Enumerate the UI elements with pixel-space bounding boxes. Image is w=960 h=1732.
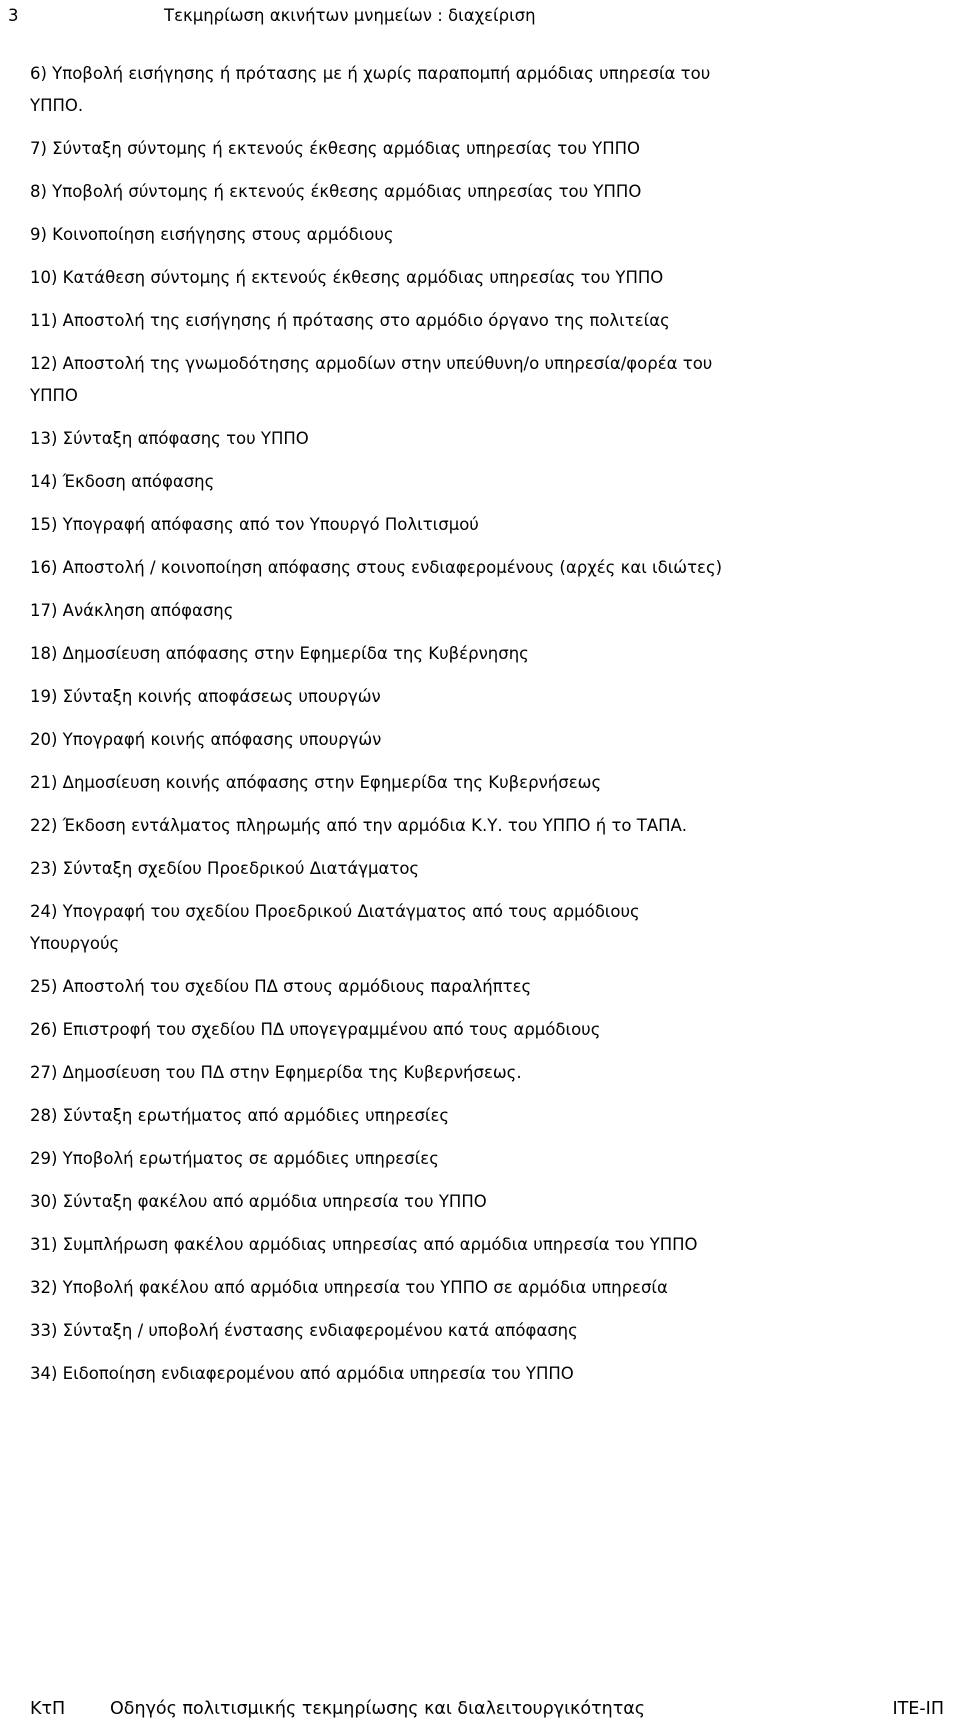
list-item-text: 7) Σύνταξη σύντομης ή εκτενούς έκθεσης αρμόδιας υπηρεσίας του ΥΠΠΟ — [30, 139, 641, 158]
list-item-text: 12) Αποστολή της γνωμοδότησης αρμοδίων στην υπεύθυνη/ο υπηρεσία/φορέα του — [30, 354, 713, 373]
list-item-text: 27) Δημοσίευση του ΠΔ στην Εφημερίδα της Κυβερνήσεως. — [30, 1063, 522, 1082]
list-item-continuation: ΥΠΠΟ. — [30, 96, 84, 115]
list-item-text: 34) Ειδοποίηση ενδιαφερομένου από αρμόδια υπηρεσία του ΥΠΠΟ — [30, 1364, 574, 1383]
list-item-text: 16) Αποστολή / κοινοποίηση απόφασης στους ενδιαφερομένους (αρχές και ιδιώτες) — [30, 558, 723, 577]
list-item — [30, 556, 946, 579]
list-item — [30, 1233, 946, 1256]
list-item — [30, 1276, 946, 1299]
list-item-text: 31) Συμπλήρωση φακέλου αρμόδιας υπηρεσίας από αρμόδια υπηρεσία του ΥΠΠΟ — [30, 1235, 698, 1254]
list-item — [30, 975, 946, 998]
list-item — [30, 180, 946, 203]
list-item-text: 29) Υποβολή ερωτήματος σε αρμόδιες υπηρεσίες — [30, 1149, 439, 1168]
numbered-list — [30, 62, 946, 1405]
list-item-text: 6) Υποβολή εισήγησης ή πρότασης με ή χωρίς παραπομπή αρμόδιας υπηρεσία του — [30, 64, 711, 83]
list-item-continuation: Υπουργούς — [30, 934, 120, 953]
page-header — [8, 3, 948, 29]
list-item — [30, 1061, 946, 1084]
list-item-text: 25) Αποστολή του σχεδίου ΠΔ στους αρμόδιους παραλήπτες — [30, 977, 532, 996]
list-item-text: 18) Δημοσίευση απόφασης στην Εφημερίδα της Κυβέρνησης — [30, 644, 529, 663]
list-item — [30, 642, 946, 665]
list-item — [30, 1147, 946, 1170]
list-item — [30, 814, 946, 837]
list-item-text: 33) Σύνταξη / υποβολή ένστασης ενδιαφερομένου κατά απόφασης — [30, 1321, 578, 1340]
list-item — [30, 513, 946, 536]
list-item-text: 9) Κοινοποίηση εισήγησης στους αρμόδιους — [30, 225, 394, 244]
list-item-text: 26) Επιστροφή του σχεδίου ΠΔ υπογεγραμμένου από τους αρμόδιους — [30, 1020, 601, 1039]
list-item — [30, 1319, 946, 1342]
list-item-text: 19) Σύνταξη κοινής αποφάσεως υπουργών — [30, 687, 381, 706]
list-item — [30, 728, 946, 751]
list-item-text: 32) Υποβολή φακέλου από αρμόδια υπηρεσία του ΥΠΠΟ σε αρμόδια υπηρεσία — [30, 1278, 668, 1297]
list-item — [30, 223, 946, 246]
list-item-text: 15) Υπογραφή απόφασης από τον Υπουργό Πολιτισμού — [30, 515, 479, 534]
list-item — [30, 266, 946, 289]
footer-right: ΙΤΕ-ΙΠ — [892, 1699, 944, 1719]
list-item-text: 23) Σύνταξη σχεδίου Προεδρικού Διατάγματος — [30, 859, 420, 878]
list-item-text: 8) Υποβολή σύντομης ή εκτενούς έκθεσης αρμόδιας υπηρεσίας του ΥΠΠΟ — [30, 182, 642, 201]
page-footer — [30, 1695, 946, 1723]
footer-title: Οδηγός πολιτισμικής τεκμηρίωσης και διαλειτουργικότητας — [110, 1699, 646, 1719]
list-item — [30, 1362, 946, 1385]
list-item — [30, 427, 946, 450]
list-item — [30, 1018, 946, 1041]
list-item — [30, 857, 946, 880]
list-item — [30, 900, 946, 955]
list-item-text: 13) Σύνταξη απόφασης του ΥΠΠΟ — [30, 429, 309, 448]
list-item — [30, 352, 946, 407]
list-item — [30, 685, 946, 708]
list-item — [30, 1104, 946, 1127]
list-item-text: 22) Έκδοση εντάλματος πληρωμής από την αρμόδια Κ.Υ. του ΥΠΠΟ ή το ΤΑΠΑ. — [30, 816, 688, 835]
list-item-text: 14) Έκδοση απόφασης — [30, 472, 215, 491]
footer-left: ΚτΠ — [30, 1699, 66, 1719]
list-item-text: 20) Υπογραφή κοινής απόφασης υπουργών — [30, 730, 382, 749]
list-item — [30, 599, 946, 622]
list-item-text: 11) Αποστολή της εισήγησης ή πρότασης στο αρμόδιο όργανο της πολιτείας — [30, 311, 670, 330]
list-item-text: 21) Δημοσίευση κοινής απόφασης στην Εφημερίδα της Κυβερνήσεως — [30, 773, 602, 792]
list-item-text: 24) Υπογραφή του σχεδίου Προεδρικού Διατάγματος από τους αρμόδιους — [30, 902, 640, 921]
page-title: Τεκμηρίωση ακινήτων μνημείων : διαχείριση — [164, 6, 536, 25]
list-item — [30, 137, 946, 160]
list-item-text: 10) Κατάθεση σύντομης ή εκτενούς έκθεσης αρμόδιας υπηρεσίας του ΥΠΠΟ — [30, 268, 664, 287]
page-number: 3 — [8, 6, 19, 25]
list-item — [30, 62, 946, 117]
list-item-text: 17) Ανάκληση απόφασης — [30, 601, 234, 620]
list-item — [30, 771, 946, 794]
list-item — [30, 1190, 946, 1213]
list-item-text: 28) Σύνταξη ερωτήματος από αρμόδιες υπηρεσίες — [30, 1106, 450, 1125]
list-item-continuation: ΥΠΠΟ — [30, 386, 78, 405]
list-item-text: 30) Σύνταξη φακέλου από αρμόδια υπηρεσία του ΥΠΠΟ — [30, 1192, 487, 1211]
list-item — [30, 309, 946, 332]
list-item — [30, 470, 946, 493]
